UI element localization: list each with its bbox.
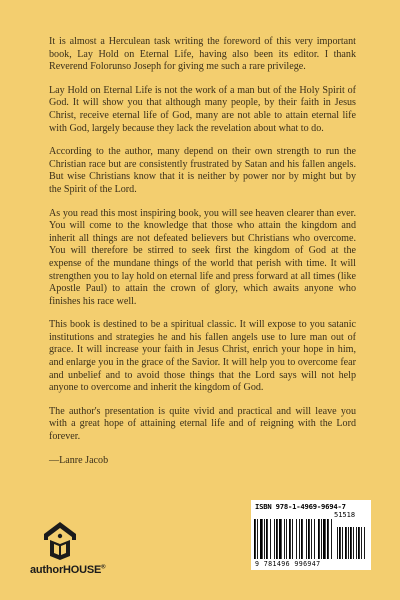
paragraph: This book is destined to be a spiritual classic. It will expose to you satanic institutions and strategies he and his fallen angels use to lure man out of grace. It will increase your faith in Jesus Christ, enrich your hope in him, and enlarge you in the grace of the Savior. It will help you to overcome fear and unbelief and to avoid those things that the Lord says will not help anyone to overcome and inherit the kingdom of God.: [49, 319, 356, 394]
barcode-number: 9 781496 996947: [255, 560, 321, 568]
isbn-label: ISBN 978-1-4969-9694-7: [255, 502, 346, 511]
barcode: [251, 500, 371, 570]
paragraph: It is almost a Herculean task writing the foreword of this very important book, Lay Hold on Eternal Life, having also been its editor. I thank Reverend Folorunso Joseph for giving me such a rare privilege.: [49, 36, 356, 73]
price-addon: 51518: [334, 511, 356, 519]
house-book-icon: [40, 520, 80, 562]
barcode-bars: [254, 519, 368, 560]
signature: —Lanre Jacob: [49, 454, 109, 466]
paragraph: Lay Hold on Eternal Life is not the work of a man but of the Holy Spirit of God. It will show you that although many people, by their faith in Jesus Christ, receive eternal life of God, many are not able to attain eternal life with God, largely because they lack the revelation about what to do.: [49, 84, 356, 134]
paragraph: The author's presentation is quite vivid and practical and will leave you with a great hope of attaining eternal life and of reigning with the Lord forever.: [49, 405, 356, 443]
publisher-name: authorHOUSE®: [30, 564, 106, 576]
paragraph: As you read this most inspiring book, you will see heaven clearer than ever. You will come to the knowledge that those who attain the kingdom and inherit all things are not defeated believers but Christians who overcome. You will therefore be stirred to seek first the kingdom of God at the expense of the mundane things of the world that perish with time. It will strengthen you to lay hold on eternal life and press forward at all times (like Apostle Paul) to attain the crown of glory, which awaits anyone who finishes his race well.: [49, 207, 356, 307]
publisher-logo: [30, 520, 150, 580]
paragraph: According to the author, many depend on their own strength to run the Christian race but are consistently frustrated by Satan and his fallen angels. But wise Christians know that it is neither by power nor by might but by the Spirit of the Lord.: [49, 146, 356, 195]
foreword-text: [49, 36, 356, 467]
